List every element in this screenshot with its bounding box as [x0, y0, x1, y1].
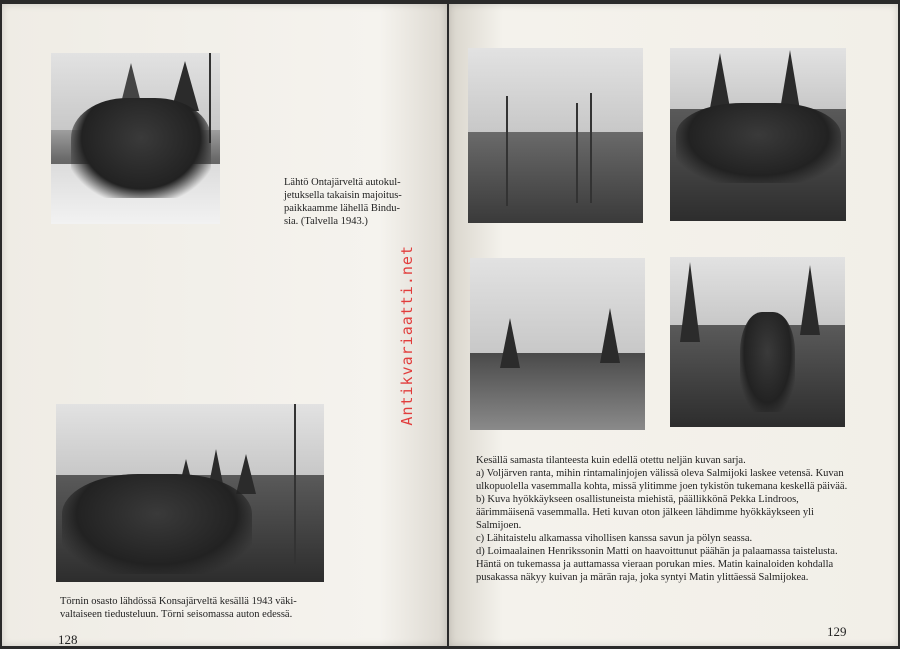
left-page [2, 4, 447, 646]
photo-series-description [476, 454, 851, 584]
photo-d-wounded-soldier [670, 257, 845, 427]
page-number-left: 128 [58, 632, 78, 647]
truck-photo-caption: Törnin osasto lähdössä Konsajärveltä kesällä 1943 väki- valtaiseen tiedusteluun. Törni seisomassa auton edessä. [60, 596, 297, 620]
right-page [449, 4, 898, 646]
winter-departure-photo [51, 53, 220, 224]
series-intro: Kesällä samasta tilanteesta kuin edellä otettu neljän kuvan sarja. [476, 455, 746, 466]
watermark-text: Antikvariaatti.net [398, 245, 416, 426]
photo-c-smoke-dust [470, 258, 645, 430]
series-item-c: c) Lähitaistelu alkamassa vihollisen kanssa savun ja pölyn seassa. [476, 533, 753, 544]
truck-troops-photo [56, 404, 324, 582]
winter-photo-caption: Lähtö Ontajärveltä autokul- jetuksella takaisin majoitus- paikkaamme lähellä Bindu- sia. (Talvella 1943.) [284, 177, 402, 227]
photo-b-soldiers-group [670, 48, 846, 221]
page-number-right: 129 [827, 624, 847, 639]
photo-a-lakeshore [468, 48, 643, 223]
series-item-b: b) Kuva hyökkäykseen osallistuneista miehistä, päällikkönä Pekka Lindroos, äärimmäisenä vasemmalla. Heti kuvan oton jälkeen lähdimme hyökkäykseen yli Salmijoen. [476, 494, 814, 531]
series-item-d: d) Loimaalainen Henrikssonin Matti on haavoittunut päähän ja palaamassa taistelusta. Häntä on tukemassa ja auttamassa vieraan porukan mies. Matin kainaloiden kohdalla pusakassa näkyy kuivan ja märän raja, joka syntyi Matin ylittäessä Salmijokea. [476, 546, 838, 583]
series-item-a: a) Voljärven ranta, mihin rintamalinjojen välissä oleva Salmijoki laskee vetensä. Kuvan ulkopuolella vasemmalla kohta, missä ylitimme joen tykistön tukemana keskellä päivää. [476, 468, 848, 492]
